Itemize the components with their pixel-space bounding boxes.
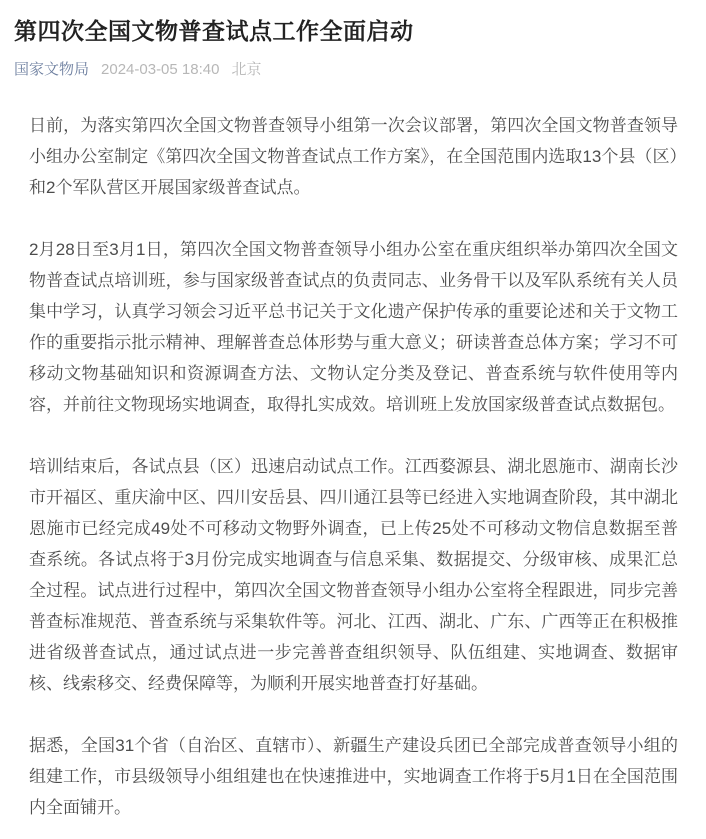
paragraph-1: 日前，为落实第四次全国文物普查领导小组第一次会议部署，第四次全国文物普查领导小组办公室制定《第四次全国文物普查试点工作方案》，在全国范围内选取13个县（区）和2个军队营区开展国家级普查试点。 (29, 116, 678, 197)
paragraph-3: 培训结束后，各试点县（区）迅速启动试点工作。江西婺源县、湖北恩施市、湖南长沙市开福区、重庆渝中区、四川安岳县、四川通江县等已经进入实地调查阶段，其中湖北恩施市已经完成49处不可移动文物野外调查，已上传25处不可移动文物信息数据至普查系统。各试点将于3月份完成实地调查与信息采集、数据提交、分级审核、成果汇总全过程。试点进行过程中，第四次全国文物普查领导小组办公室将全程跟进，同步完善普查标准规范、普查系统与采集软件等。河北、江西、湖北、广东、广西等正在积极推进省级普查试点，通过试点进一步完善普查组织领导、队伍组建、实地调查、数据审核、线索移交、经费保障等，为顺利开展实地普查打好基础。 (29, 457, 678, 693)
article-body (12, 110, 694, 823)
author-link[interactable]: 国家文物局 (14, 61, 90, 78)
paragraph-4: 据悉，全国31个省（自治区、直辖市）、新疆生产建设兵团已全部完成普查领导小组的组建工作，市县级领导小组组建也在快速推进中，实地调查工作将于5月1日在全国范围内全面铺开。 (29, 736, 678, 817)
publish-datetime: 2024-03-05 18:40 (101, 61, 220, 78)
article-header (12, 14, 694, 80)
article-title: 第四次全国文物普查试点工作全面启动 (14, 18, 414, 44)
paragraph-2: 2月28日至3月1日，第四次全国文物普查领导小组办公室在重庆组织举办第四次全国文物普查试点培训班，参与国家级普查试点的负责同志、业务骨干以及军队系统有关人员集中学习，认真学习领会习近平总书记关于文化遗产保护传承的重要论述和关于文物工作的重要指示批示精神、理解普查总体形势与重大意义；研读普查总体方案；学习不可移动文物基础知识和资源调查方法、文物认定分类及登记、普查系统与软件使用等内容，并前往文物现场实地调查，取得扎实成效。培训班上发放国家级普查试点数据包。 (29, 240, 678, 414)
publish-location: 北京 (231, 61, 262, 78)
byline (14, 59, 694, 80)
